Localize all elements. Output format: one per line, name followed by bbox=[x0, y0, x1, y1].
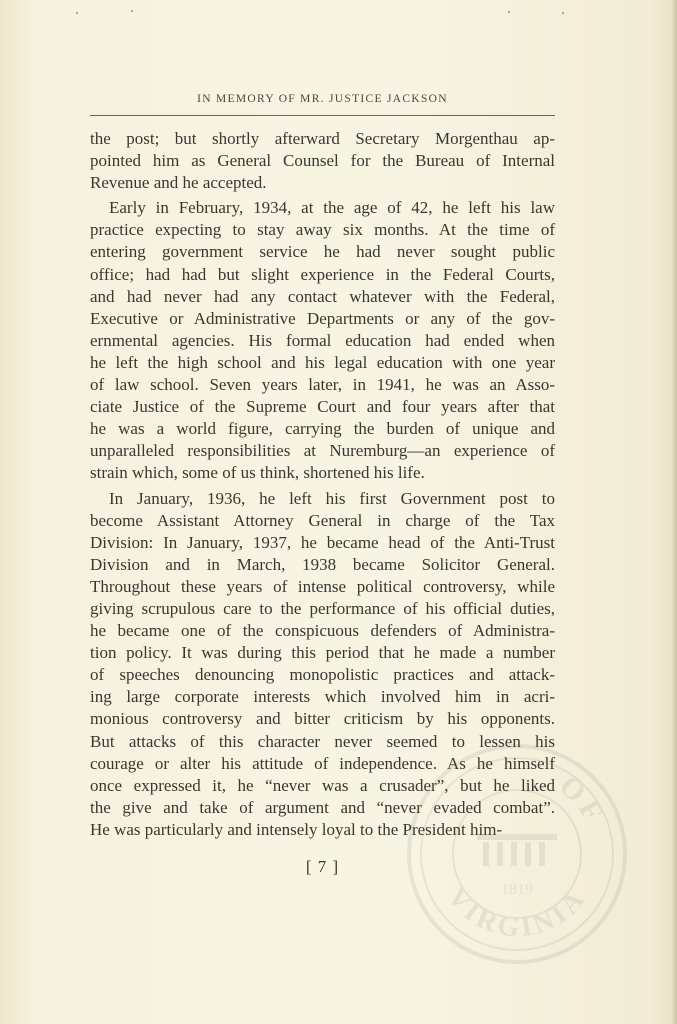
paper-speck bbox=[76, 12, 78, 14]
running-head: IN MEMORY OF MR. JUSTICE JACKSON bbox=[197, 93, 448, 105]
seal-bottom-text: VIRGINIA bbox=[440, 881, 594, 944]
text-line: ing large corporate interests which involved him in acri- bbox=[90, 687, 555, 707]
text-line: the post; but shortly afterward Secretary Morgenthau ap- bbox=[90, 129, 555, 148]
text-line: and had never had any contact whatever with the Federal, bbox=[90, 286, 555, 306]
seal-year: 1819 bbox=[501, 881, 533, 898]
text-line: Revenue and he accepted. bbox=[90, 173, 267, 193]
text-line: In January, 1936, he left his first Government post to bbox=[109, 488, 555, 508]
text-line: he was a world figure, carrying the burden of unique and bbox=[90, 419, 555, 439]
text-line: But attacks of this character never seemed to lessen his bbox=[90, 731, 555, 751]
paper-speck bbox=[508, 11, 510, 13]
text-line: Early in February, 1934, at the age of 42, he left his law bbox=[109, 198, 555, 218]
paper-speck bbox=[131, 10, 133, 12]
text-line: the give and take of argument and “never evaded combat”. bbox=[90, 797, 555, 817]
seal-top-text: OF bbox=[552, 769, 612, 831]
text-line: tion policy. It was during this period that he made a number bbox=[90, 643, 555, 663]
text-line: courage or alter his attitude of independence. As he himself bbox=[90, 753, 555, 773]
university-seal-watermark bbox=[405, 742, 629, 966]
paper-speck bbox=[562, 12, 564, 14]
text-line: strain which, some of us think, shortened his life. bbox=[90, 463, 425, 483]
seal-building-roof bbox=[477, 834, 557, 840]
text-line: once expressed it, he “never was a crusader”, but he liked bbox=[90, 775, 555, 795]
text-line: Executive or Administrative Departments or any of the gov- bbox=[90, 308, 555, 328]
text-line: ernmental agencies. His formal education had ended when bbox=[90, 330, 555, 350]
text-line: practice expecting to stay away six months. At the time of bbox=[90, 220, 555, 240]
text-line: Division: In January, 1937, he became head of the Anti-Trust bbox=[90, 532, 555, 552]
text-line: unparalleled responsibilities at Nuremburg—an experience of bbox=[90, 441, 555, 461]
text-line: monious controversy and bitter criticism by his opponents. bbox=[90, 709, 555, 729]
text-line: ciate Justice of the Supreme Court and four years after that bbox=[90, 397, 555, 417]
text-line: he left the high school and his legal education with one year bbox=[90, 352, 555, 372]
body-text bbox=[90, 128, 555, 841]
text-line: Throughout these years of intense political controversy, while bbox=[90, 576, 555, 596]
text-line: become Assistant Attorney General in charge of the Tax bbox=[90, 510, 555, 530]
text-line: Division and in March, 1938 became Solicitor General. bbox=[90, 554, 555, 574]
paragraph bbox=[90, 128, 555, 194]
header-rule bbox=[90, 115, 555, 116]
text-line: giving scrupulous care to the performance of his official duties, bbox=[90, 598, 555, 618]
text-line: office; had had but slight experience in the Federal Courts, bbox=[90, 264, 555, 284]
text-line: of law school. Seven years later, in 1941, he was an Asso- bbox=[90, 375, 555, 395]
text-line: entering government service he had never sought public bbox=[90, 242, 555, 262]
page-edge-shadow bbox=[671, 0, 677, 1024]
text-line: of speeches denouncing monopolistic practices and attack- bbox=[90, 665, 555, 685]
text-line: he became one of the conspicuous defenders of Administra- bbox=[90, 621, 555, 641]
text-line: He was particularly and intensely loyal to the President him- bbox=[90, 819, 503, 839]
paragraph bbox=[90, 197, 555, 484]
page-number: [ 7 ] bbox=[305, 857, 340, 876]
text-line: pointed him as General Counsel for the Bureau of Internal bbox=[90, 151, 555, 171]
